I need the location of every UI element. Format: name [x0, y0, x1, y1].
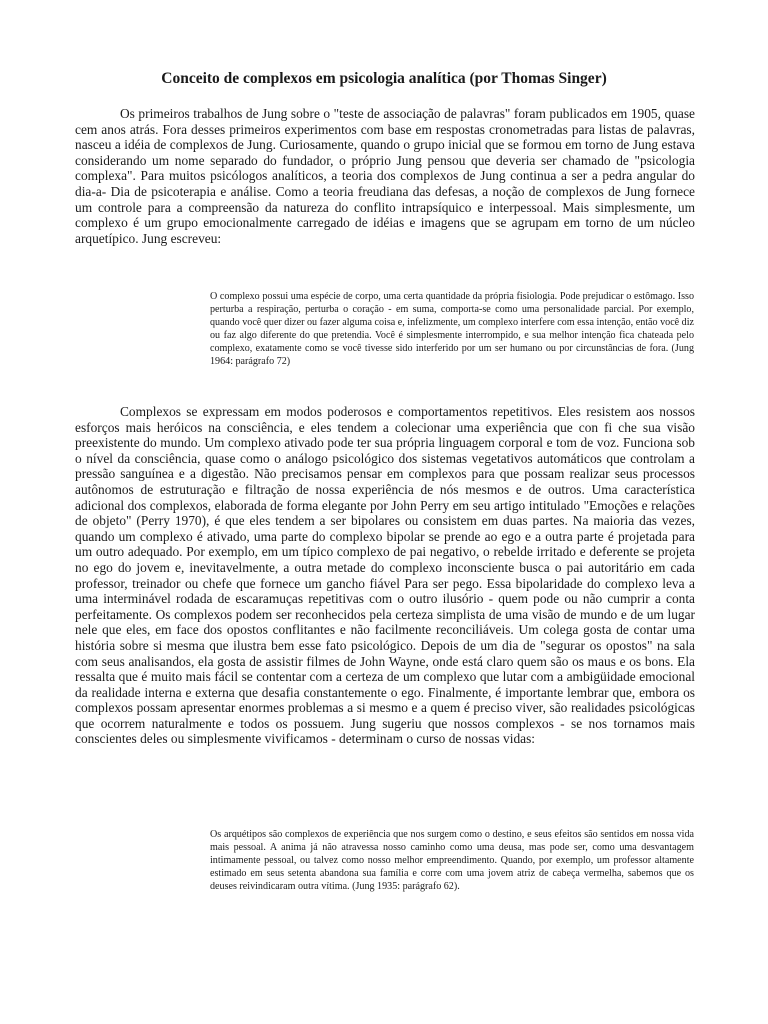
block-quote-2: Os arquétipos são complexos de experiência que nos surgem como o destino, e seus efeitos são sentidos em nossa vida mais pessoal. A anima já não atravessa nosso caminho como uma deusa, mas pode ser, como uma desvantagem intimamente pessoal, ou talvez como nosso melhor empreendimento. Quando, por exemplo, um professor altamente estimado em seus setenta abandona sua família e corre com uma jovem atriz de cabeça vermelha, sabemos que os deuses reivindicaram outra vítima. (Jung 1935: parágrafo 62). — [210, 829, 694, 892]
document-title: Conceito de complexos em psicologia analítica (por Thomas Singer) — [161, 70, 607, 87]
body-paragraph-2: Complexos se expressam em modos poderosos e comportamentos repetitivos. Eles resistem aos nossos esforços mais heróicos na consciência, e eles tendem a colecionar uma experiência que con fi che sua visão preexistente do mundo. Um complexo ativado pode ter sua própria linguagem corporal e tom de voz. Funciona sob o nível da consciência, quase como o análogo psicológico dos sistemas vegetativos automáticos que controlam a pressão sanguínea e a digestão. Não precisamos pensar em complexos para que possam realizar seus processos autônomos de estruturação e filtração de nossa experiência de nós mesmos e de outros. Uma característica adicional dos complexos, elaborada de forma elegante por John Perry em seu artigo intitulado "Emoções e relações de objeto" (Perry 1970), é que eles tendem a ser bipolares ou consistem em duas partes. Na maioria das vezes, quando um complexo é ativado, uma parte do complexo bipolar se prende ao ego e a outra parte é projetada para um outro adequado. Por exemplo, em um típico complexo de pai negativo, o rebelde irritado e deferente se projeta no ego do jovem e, inevitavelmente, a outra metade do complexo inconsciente busca o pai autoritário em cada professor, treinador ou chefe que fornece um gancho fiável Para ser pego. Essa bipolaridade do complexo leva a uma interminável rodada de escaramuças repetitivas com o outro ilusório - quem pode ou não cumprir a conta perfeitamente. Os complexos podem ser reconhecidos pela certeza simplista de uma visão de mundo e de um lugar nele que eles, em face dos opostos conflitantes e não facilmente reconciliáveis. Um colega gosta de contar uma história sobre si mesma que ilustra bem esse fato psicológico. Depois de um dia de "segurar os opostos" na sala com seus analisandos, ela gosta de assistir filmes de John Wayne, onde está claro quem são os maus e os bons. Ela ressalta que é muito mais fácil se contentar com a certeza de um complexo que lutar com a ambigüidade emocional da realidade interna e externa que desafia constantemente o ego. Finalmente, é importante lembrar que, embora os complexos possam apresentar enormes problemas a si mesmo e a quem é preciso viver, são realidades psicológicas que ocorrem naturalmente e todos os possuem. Jung sugeriu que nossos complexos - se nos tornamos mais conscientes deles ou simplesmente vivificamos - determinam o curso de nossas vidas: — [75, 404, 695, 747]
body-paragraph-1: Os primeiros trabalhos de Jung sobre o "teste de associação de palavras" foram publicados em 1905, quase cem anos atrás. Fora desses primeiros experimentos com base em respostas cronometradas para listas de palavras, nasceu a idéia de complexos de Jung. Curiosamente, quando o grupo inicial que se formou em torno de Jung estava considerando um nome separado do fundador, o próprio Jung pensou que deveria ser chamado de "psicologia complexa". Para muitos psicólogos analíticos, a teoria dos complexos de Jung continua a ser a pedra angular do dia-a- Dia de psicoterapia e análise. Como a teoria freudiana das defesas, a noção de complexos de Jung fornece um controle para a compreensão da natureza do conflito intrapsíquico e interpessoal. Mais simplesmente, um complexo é um grupo emocionalmente carregado de idéias e imagens que se agrupam em torno de um núcleo arquetípico. Jung escreveu: — [75, 106, 695, 246]
block-quote-1: O complexo possui uma espécie de corpo, uma certa quantidade da própria fisiologia. Pode prejudicar o estômago. Isso perturba a respiração, perturba o coração - em suma, comporta-se como uma personalidade parcial. Por exemplo, quando você quer dizer ou fazer alguma coisa e, infelizmente, um complexo interfere com essa intenção, então você diz ou faz algo diferente do que pretendia. Você é simplesmente interrompido, e sua melhor intenção fica chateada pelo complexo, exatamente como se você tivesse sido interferido por um ser humano ou por circunstâncias de fora. (Jung 1964: parágrafo 72) — [210, 291, 695, 367]
